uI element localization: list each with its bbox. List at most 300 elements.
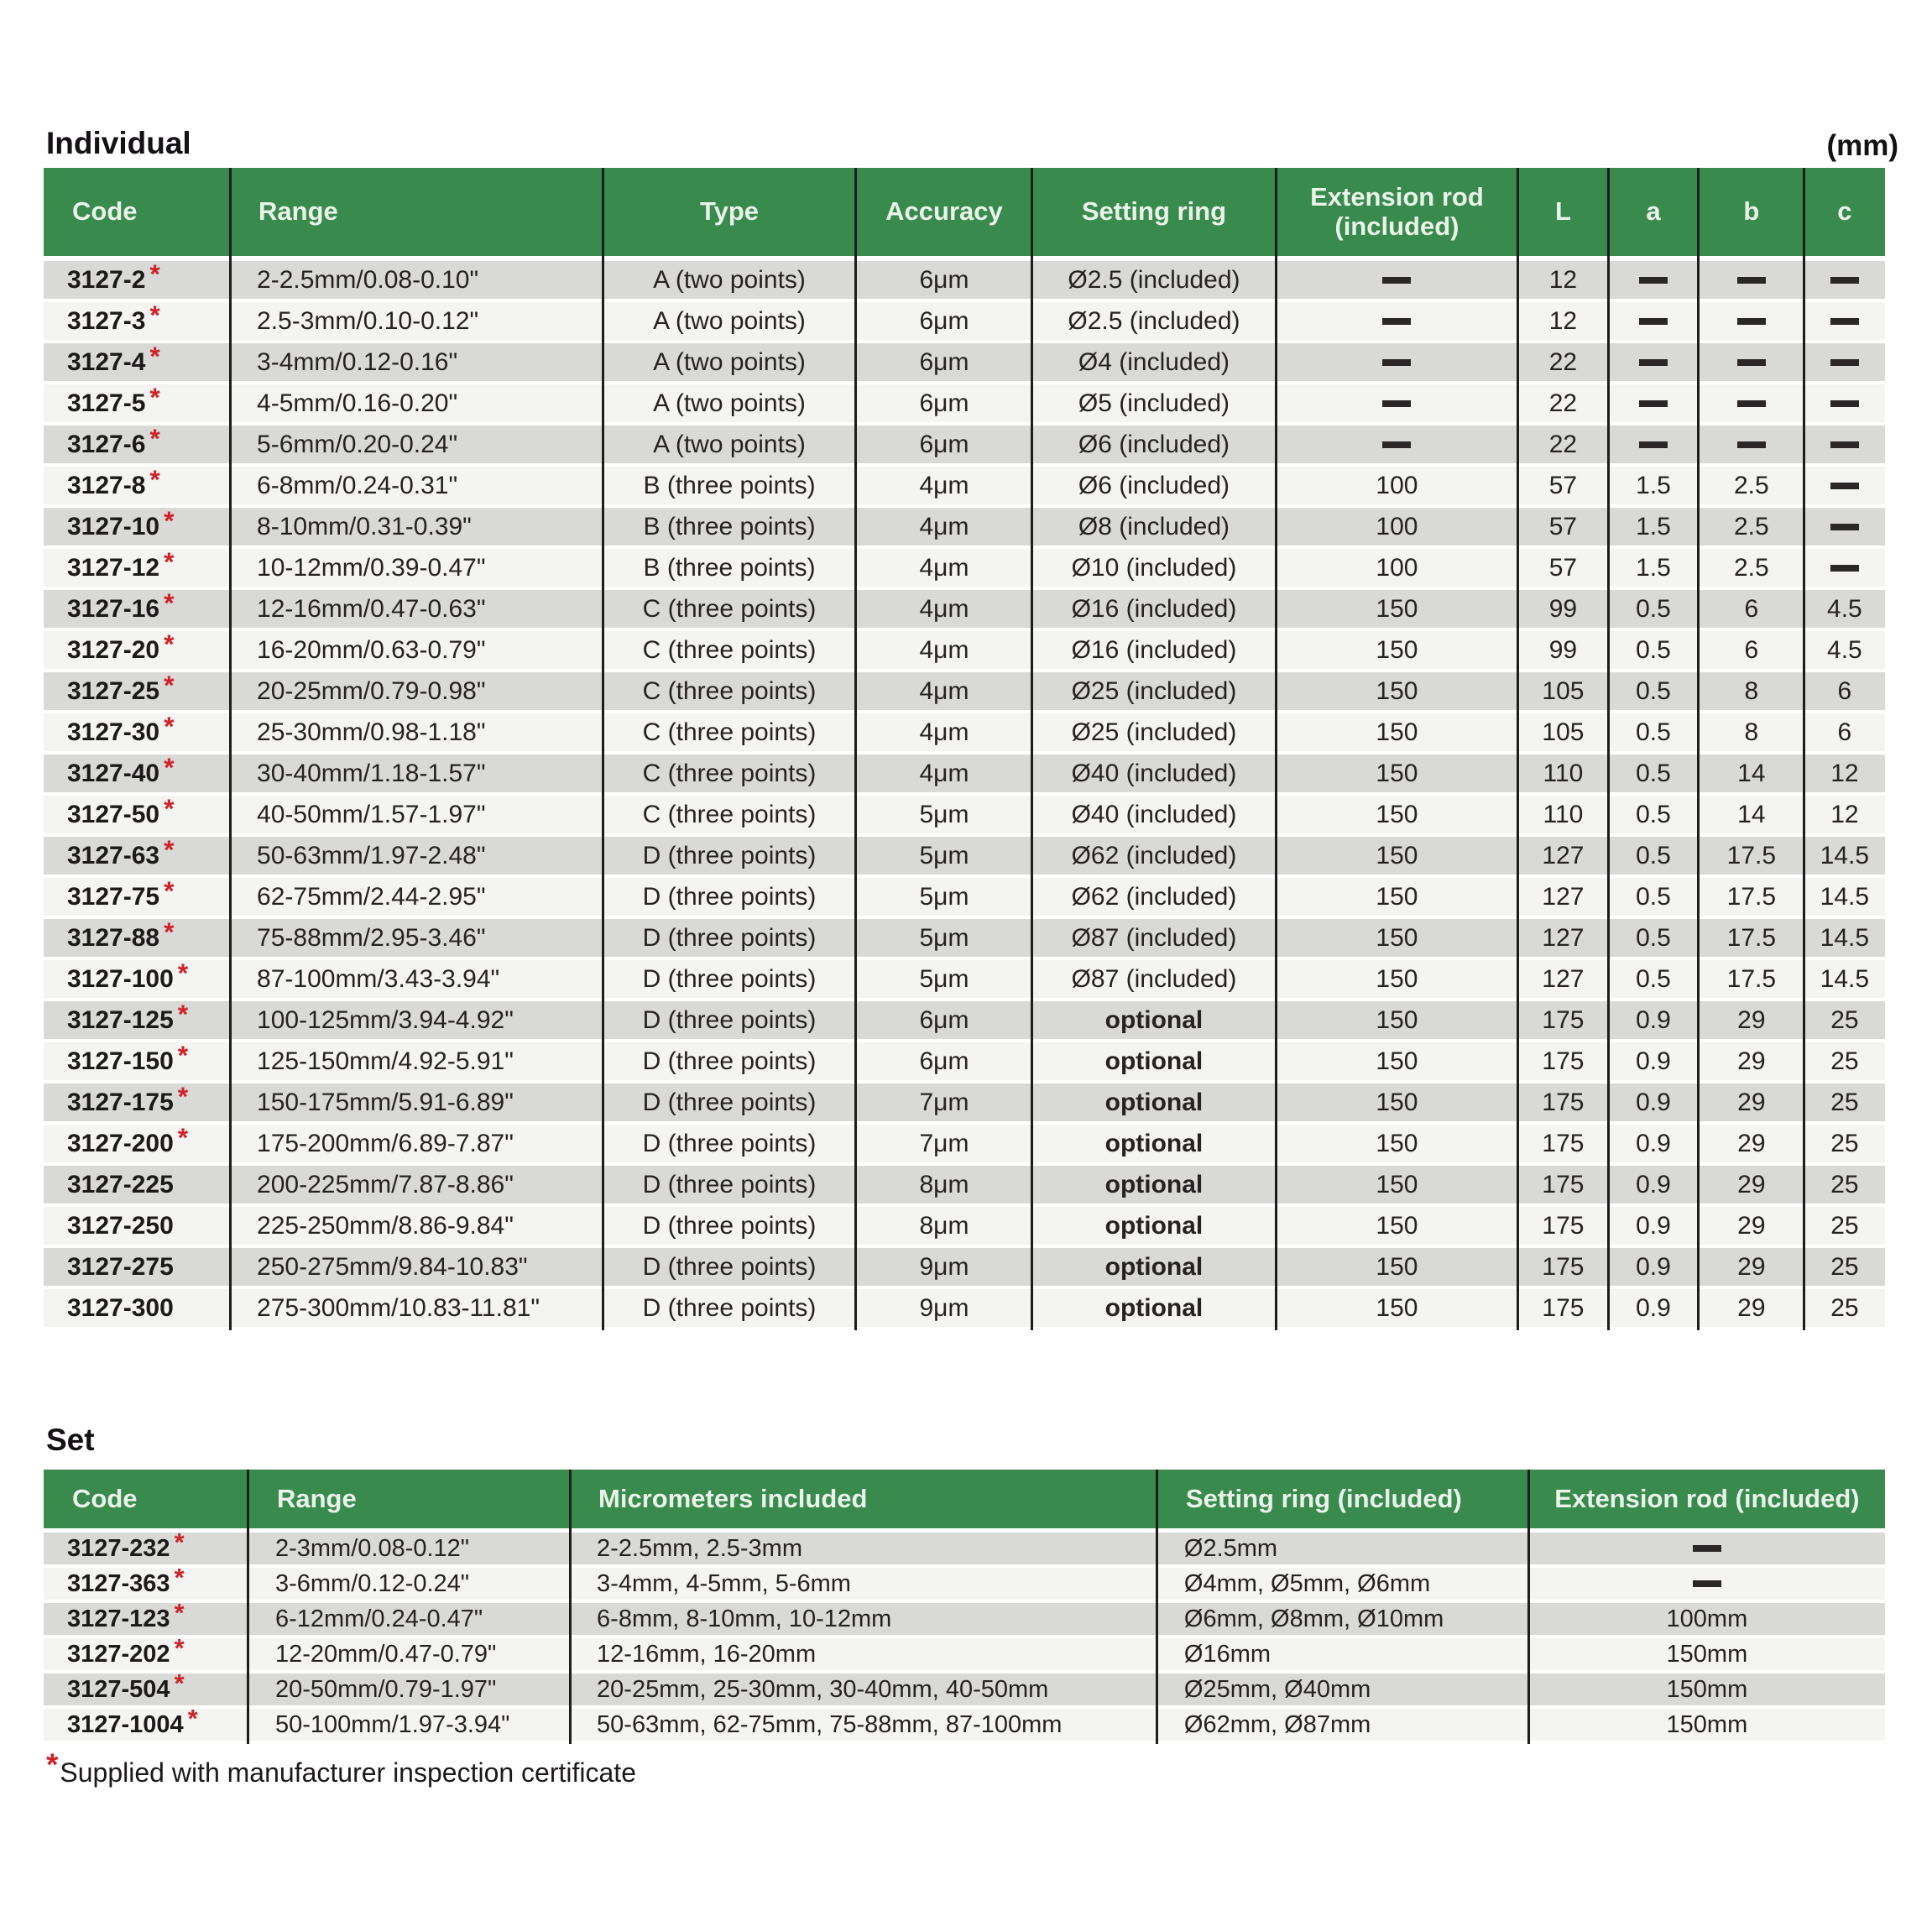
cell — [570, 1603, 1157, 1635]
cell — [1518, 1083, 1608, 1121]
code-cell — [44, 672, 230, 710]
cell — [1518, 549, 1608, 587]
cell-text: 3127-202 — [67, 1640, 170, 1668]
cell-text: Ø6 (included) — [1078, 430, 1230, 458]
code-cell — [44, 1603, 248, 1635]
table-header-row — [44, 1470, 1885, 1528]
cell — [1804, 1042, 1885, 1080]
cell-text: 9μm — [919, 1293, 969, 1322]
cell — [1699, 960, 1804, 998]
cell-text: Ø16 (included) — [1071, 594, 1237, 623]
cell — [856, 713, 1032, 751]
cell-text: 20-50mm/0.79-1.97" — [274, 1675, 497, 1703]
cell-text: 127 — [1542, 964, 1585, 993]
cell — [230, 1125, 603, 1162]
cell-text: 29 — [1737, 1252, 1766, 1281]
cell-text: 1.5 — [1636, 553, 1671, 582]
cell — [1157, 1709, 1529, 1741]
cell — [1276, 343, 1518, 381]
certificate-asterisk: * — [164, 878, 175, 906]
cell — [1608, 508, 1699, 546]
cell — [1608, 1125, 1699, 1162]
cell-text: 17.5 — [1726, 964, 1777, 993]
certificate-asterisk: * — [164, 919, 175, 947]
certificate-asterisk: * — [164, 713, 175, 741]
cell — [230, 837, 603, 875]
cell-text: D (three points) — [642, 1088, 817, 1116]
cell-text: 3-4mm, 4-5mm, 5-6mm — [597, 1569, 851, 1597]
cell — [1608, 1207, 1699, 1245]
cell — [1804, 631, 1885, 669]
dash — [1830, 318, 1859, 325]
cell — [1699, 426, 1804, 463]
cell — [1032, 1248, 1276, 1286]
cell — [856, 631, 1032, 669]
cell-text: 25 — [1830, 1129, 1859, 1157]
cell — [1608, 590, 1699, 628]
cell — [1518, 1125, 1608, 1162]
cell — [603, 631, 856, 669]
certificate-asterisk: * — [174, 1603, 185, 1627]
cell-text: 0.9 — [1636, 1129, 1671, 1157]
cell-text: Ø6mm, Ø8mm, Ø10mm — [1183, 1605, 1444, 1632]
cell-text: 50-100mm/1.97-3.94" — [274, 1710, 510, 1738]
cell-text: 57 — [1548, 512, 1578, 540]
cell-text: Ø16 (included) — [1071, 635, 1237, 664]
cell — [1608, 302, 1699, 340]
cell-text: 3127-75 — [67, 882, 160, 911]
cell-text: 0.9 — [1636, 1252, 1671, 1281]
cell-text: 150mm — [1666, 1640, 1748, 1668]
cell — [603, 672, 856, 710]
code-cell — [44, 302, 230, 340]
cell-text: Ø4 (included) — [1078, 347, 1230, 376]
dash — [1737, 318, 1766, 325]
cell-text: 29 — [1737, 1293, 1766, 1322]
cell-text: optional — [1104, 1211, 1204, 1240]
cell-text: 4-5mm/0.16-0.20" — [257, 389, 458, 417]
cell — [1032, 1001, 1276, 1039]
cell — [1699, 796, 1804, 833]
cell-text: 6μm — [919, 265, 969, 294]
cell — [856, 302, 1032, 340]
cell-text: 3127-16 — [67, 594, 160, 623]
cell — [1518, 878, 1608, 916]
cell-text: D (three points) — [642, 882, 817, 911]
cell — [1032, 549, 1276, 587]
cell-text: optional — [1104, 1047, 1204, 1075]
cell-text: 3127-25 — [67, 676, 160, 705]
cell — [1032, 919, 1276, 957]
cell-text: 275-300mm/10.83-11.81" — [257, 1293, 540, 1322]
cell-text: 1.5 — [1636, 512, 1671, 540]
cell — [1699, 919, 1804, 957]
cell-text: 10-12mm/0.39-0.47" — [257, 553, 486, 582]
cell — [1804, 672, 1885, 710]
dash — [1830, 441, 1859, 448]
cell — [1032, 384, 1276, 422]
column-header: a — [1646, 196, 1661, 227]
dash — [1737, 359, 1766, 366]
code-cell — [44, 631, 230, 669]
cell — [1032, 590, 1276, 628]
cell-text: 150 — [1376, 676, 1418, 705]
cell — [230, 549, 603, 587]
cell — [1518, 672, 1608, 710]
dash — [1737, 277, 1766, 284]
cell-text: 2-2.5mm, 2.5-3mm — [597, 1534, 802, 1562]
cell — [1032, 343, 1276, 381]
certificate-asterisk: * — [149, 302, 160, 330]
cell-text: 175 — [1542, 1170, 1585, 1198]
cell — [230, 713, 603, 751]
cell — [856, 1001, 1032, 1039]
cell — [1699, 302, 1804, 340]
cell — [570, 1709, 1157, 1741]
cell-text: 14 — [1737, 800, 1766, 828]
code-cell — [44, 960, 230, 998]
table-row — [44, 1638, 1885, 1670]
cell — [1699, 1289, 1804, 1327]
cell-text: 25 — [1830, 1293, 1859, 1322]
cell-text: 175 — [1542, 1047, 1585, 1075]
cell-text: 9μm — [919, 1252, 969, 1281]
cell — [1608, 919, 1699, 957]
cell — [230, 672, 603, 710]
cell — [1699, 384, 1804, 422]
code-cell — [44, 919, 230, 957]
cell — [1608, 631, 1699, 669]
cell-text: 25 — [1830, 1170, 1859, 1198]
cell-text: 1.5 — [1636, 471, 1671, 499]
cell — [1804, 384, 1885, 422]
cell — [1608, 1248, 1699, 1286]
cell-text: 3127-1004 — [67, 1710, 184, 1738]
code-cell — [44, 1001, 230, 1039]
cell — [856, 755, 1032, 792]
cell — [1699, 713, 1804, 751]
cell-text: C (three points) — [642, 676, 817, 705]
cell-text: 2.5 — [1734, 471, 1769, 499]
certificate-asterisk: * — [149, 343, 160, 371]
column-header: Setting ring — [1081, 196, 1227, 227]
column-divider — [1697, 168, 1700, 1330]
cell-text: Ø10 (included) — [1071, 553, 1237, 582]
cell-text: 4μm — [919, 512, 969, 540]
cell-text: 0.5 — [1636, 594, 1671, 623]
cell-text: 3127-6 — [67, 430, 146, 458]
cell-text: 6-8mm, 8-10mm, 10-12mm — [597, 1605, 892, 1632]
cell — [603, 508, 856, 546]
cell — [1608, 261, 1699, 299]
cell-text: 110 — [1543, 800, 1584, 828]
cell-text: 150 — [1376, 882, 1418, 911]
certificate-asterisk: * — [164, 796, 175, 823]
cell-text: 3127-63 — [67, 841, 160, 869]
cell-text: 57 — [1548, 553, 1578, 582]
cell — [1518, 1166, 1608, 1204]
code-cell — [44, 1709, 248, 1741]
cell-text: 2-2.5mm/0.08-0.10" — [257, 265, 479, 294]
cell — [230, 919, 603, 957]
cell-text: 25-30mm/0.98-1.18" — [257, 718, 486, 746]
cell — [1699, 1207, 1804, 1245]
cell-text: D (three points) — [642, 964, 817, 993]
column-header: Range — [258, 196, 338, 227]
cell-text: 25 — [1830, 1088, 1859, 1116]
cell — [1699, 631, 1804, 669]
cell — [603, 1289, 856, 1327]
cell — [856, 878, 1032, 916]
cell — [603, 1166, 856, 1204]
code-cell — [44, 713, 230, 751]
cell-text: 4μm — [919, 759, 969, 787]
cell — [248, 1533, 570, 1564]
cell — [856, 919, 1032, 957]
cell-text: D (three points) — [642, 923, 817, 952]
cell-text: Ø40 (included) — [1071, 759, 1237, 787]
cell-text: 14 — [1737, 759, 1766, 787]
cell-text: 3127-50 — [67, 800, 160, 828]
column-divider — [854, 168, 857, 1330]
cell-text: 5μm — [919, 882, 969, 911]
dash — [1639, 400, 1668, 407]
cell — [856, 1207, 1032, 1245]
cell — [1529, 1533, 1885, 1564]
cell-text: 3127-250 — [67, 1211, 174, 1240]
cell — [1518, 1289, 1608, 1327]
dash — [1830, 565, 1859, 572]
column-header: Accuracy — [885, 196, 1003, 227]
cell — [856, 549, 1032, 587]
cell-text: C (three points) — [642, 800, 817, 828]
cell-text: 3127-88 — [67, 923, 160, 952]
code-cell — [44, 796, 230, 833]
cell — [603, 960, 856, 998]
column-divider — [1517, 168, 1519, 1330]
cell-text: Ø5 (included) — [1078, 389, 1230, 417]
cell — [570, 1568, 1157, 1600]
cell-text: Ø6 (included) — [1078, 471, 1230, 499]
cell — [1608, 384, 1699, 422]
cell — [603, 549, 856, 587]
column-header: c — [1837, 196, 1852, 227]
cell-text: Ø8 (included) — [1078, 512, 1230, 540]
cell-text: 150 — [1376, 1047, 1418, 1075]
cell — [856, 837, 1032, 875]
cell-text: optional — [1104, 1005, 1204, 1034]
certificate-asterisk: * — [164, 590, 175, 618]
cell-text: 4μm — [919, 635, 969, 664]
cell — [248, 1568, 570, 1600]
cell — [856, 1248, 1032, 1286]
dash — [1639, 359, 1668, 366]
cell-text: 150mm — [1666, 1710, 1748, 1738]
cell-text: 150 — [1376, 594, 1418, 623]
cell — [1518, 1207, 1608, 1245]
cell — [1032, 755, 1276, 792]
cell — [1804, 1125, 1885, 1162]
cell-text: Ø40 (included) — [1071, 800, 1237, 828]
cell-text: 7μm — [919, 1129, 969, 1157]
cell — [1518, 837, 1608, 875]
cell-text: 14.5 — [1820, 841, 1870, 869]
cell-text: Ø4mm, Ø5mm, Ø6mm — [1183, 1569, 1431, 1597]
cell-text: 12 — [1548, 306, 1578, 335]
cell — [1032, 1207, 1276, 1245]
cell-text: 0.5 — [1636, 718, 1671, 746]
cell — [230, 796, 603, 833]
cell-text: 150 — [1376, 1088, 1418, 1116]
cell-text: 0.5 — [1636, 882, 1671, 911]
cell — [1804, 508, 1885, 546]
cell — [230, 384, 603, 422]
cell — [856, 426, 1032, 463]
cell — [1608, 343, 1699, 381]
certificate-asterisk: * — [174, 1638, 185, 1663]
dash — [1639, 318, 1668, 325]
cell-text: 29 — [1737, 1005, 1766, 1034]
cell-text: 12 — [1830, 800, 1859, 828]
cell — [248, 1709, 570, 1741]
cell-text: 3127-504 — [67, 1675, 170, 1703]
cell — [603, 1248, 856, 1286]
cell — [230, 960, 603, 998]
dash — [1693, 1545, 1721, 1552]
cell-text: 3127-123 — [67, 1605, 170, 1632]
certificate-asterisk: * — [174, 1674, 185, 1698]
cell-text: 6μm — [919, 430, 969, 458]
cell-text: 0.9 — [1636, 1170, 1671, 1198]
cell-text: Ø2.5 (included) — [1068, 306, 1240, 335]
cell — [230, 261, 603, 299]
cell — [1608, 672, 1699, 710]
cell-text: 22 — [1548, 389, 1578, 417]
column-header: Setting ring (included) — [1185, 1483, 1462, 1513]
cell — [1276, 960, 1518, 998]
cell-text: 5μm — [919, 800, 969, 828]
cell — [856, 672, 1032, 710]
cell — [1699, 837, 1804, 875]
cell-text: A (two points) — [653, 306, 806, 335]
cell-text: 150 — [1376, 1170, 1418, 1198]
cell — [1804, 302, 1885, 340]
cell — [248, 1674, 570, 1705]
cell-text: 3127-20 — [67, 635, 160, 664]
cell — [1276, 878, 1518, 916]
cell-text: 150 — [1376, 923, 1418, 952]
cell — [248, 1638, 570, 1670]
code-cell — [44, 837, 230, 875]
cell — [1276, 590, 1518, 628]
cell — [603, 343, 856, 381]
cell-text: D (three points) — [642, 1129, 817, 1157]
cell-text: 150 — [1376, 1252, 1418, 1281]
cell-text: Ø62mm, Ø87mm — [1183, 1710, 1371, 1738]
cell — [1699, 1001, 1804, 1039]
cell — [1699, 590, 1804, 628]
cell — [1032, 878, 1276, 916]
cell-text: 150 — [1376, 635, 1418, 664]
certificate-asterisk: * — [177, 960, 189, 988]
cell — [1157, 1674, 1529, 1705]
certificate-asterisk: * — [149, 384, 160, 412]
cell — [1032, 713, 1276, 751]
cell — [603, 426, 856, 463]
cell — [230, 467, 603, 504]
cell — [230, 1001, 603, 1039]
cell — [1608, 837, 1699, 875]
cell-text: 5-6mm/0.20-0.24" — [257, 430, 458, 458]
dash — [1639, 277, 1668, 284]
cell — [1032, 672, 1276, 710]
cell-text: 0.9 — [1636, 1047, 1671, 1075]
column-divider — [1803, 168, 1805, 1330]
cell-text: 29 — [1737, 1088, 1766, 1116]
cell-text: 6 — [1744, 594, 1759, 623]
cell — [1804, 1166, 1885, 1204]
cell — [1608, 1166, 1699, 1204]
cell-text: 3127-232 — [67, 1534, 170, 1562]
footnote-text: Supplied with manufacturer inspection certificate — [60, 1757, 636, 1788]
cell — [1699, 755, 1804, 792]
cell — [1699, 672, 1804, 710]
cell — [1518, 261, 1608, 299]
column-header: Range — [276, 1483, 357, 1513]
column-divider — [569, 1470, 572, 1744]
cell — [1608, 755, 1699, 792]
cell — [1276, 508, 1518, 546]
cell-text: 14.5 — [1820, 882, 1870, 911]
column-header: Micrometers included — [598, 1483, 868, 1513]
cell — [1276, 1166, 1518, 1204]
cell — [856, 796, 1032, 833]
cell — [603, 1083, 856, 1121]
code-cell — [44, 1166, 230, 1204]
individual-table — [44, 168, 1885, 1330]
cell-text: 0.5 — [1636, 964, 1671, 993]
cell — [248, 1603, 570, 1635]
cell-text: 22 — [1548, 430, 1578, 458]
certificate-asterisk: * — [164, 508, 175, 535]
certificate-asterisk: * — [174, 1568, 185, 1592]
cell-text: 0.5 — [1636, 923, 1671, 952]
cell — [856, 384, 1032, 422]
cell — [856, 343, 1032, 381]
cell-text: 4μm — [919, 594, 969, 623]
cell-text: 3127-2 — [67, 265, 146, 294]
cell — [1518, 302, 1608, 340]
cell — [1276, 713, 1518, 751]
cell-text: 4.5 — [1827, 594, 1862, 623]
cell-text: 6 — [1837, 718, 1852, 746]
cell — [1804, 1289, 1885, 1327]
cell — [1032, 960, 1276, 998]
cell — [856, 1125, 1032, 1162]
cell-text: B (three points) — [643, 471, 816, 499]
code-cell — [44, 1248, 230, 1286]
column-header: b — [1743, 196, 1760, 227]
cell-text: 20-25mm, 25-30mm, 30-40mm, 40-50mm — [597, 1675, 1049, 1703]
cell — [1608, 960, 1699, 998]
cell-text: 150 — [1376, 1211, 1418, 1240]
cell — [1699, 1125, 1804, 1162]
cell — [1608, 1083, 1699, 1121]
cell — [603, 755, 856, 792]
cell-text: optional — [1104, 1252, 1204, 1281]
certificate-asterisk: * — [164, 672, 175, 700]
cell-text: 75-88mm/2.95-3.46" — [257, 923, 486, 952]
